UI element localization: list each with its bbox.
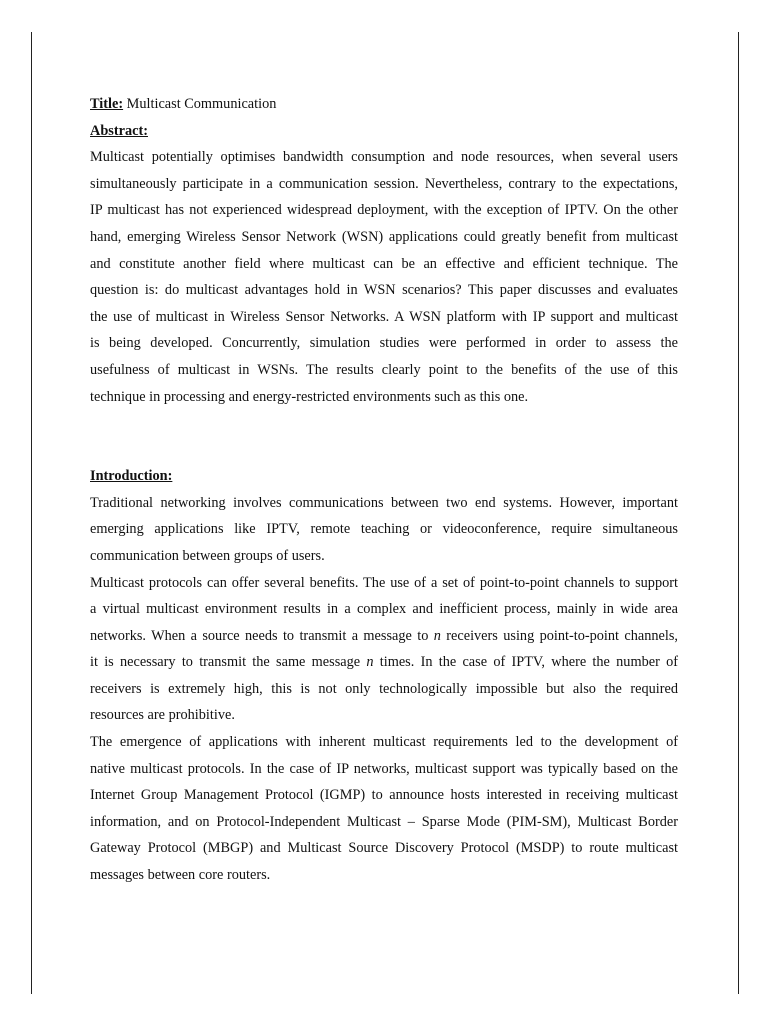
intro-line: Multicast protocols can offer several benefits. The use of a set of point-to-point channels to support bbox=[90, 574, 678, 591]
title-label: Title: bbox=[90, 96, 124, 112]
document-title: Multicast Communication bbox=[126, 96, 277, 112]
intro-line: emerging applications like IPTV, remote teaching or videoconference, require simultaneous bbox=[90, 521, 678, 538]
introduction-heading: Introduction: bbox=[90, 468, 173, 485]
text-segment: networks. When a source needs to transmit a message to bbox=[90, 627, 434, 644]
left-margin-rule bbox=[31, 32, 32, 994]
text-segment: times. In the case of IPTV, where the number of bbox=[373, 654, 678, 671]
intro-line: native multicast protocols. In the case of IP networks, multicast support was typically based on the bbox=[90, 760, 678, 777]
abstract-line: the use of multicast in Wireless Sensor Networks. A WSN platform with IP support and multicast bbox=[90, 308, 678, 325]
abstract-heading-line bbox=[90, 118, 678, 145]
right-margin-rule bbox=[738, 32, 739, 994]
abstract-line: question is: do multicast advantages hold in WSN scenarios? This paper discusses and evaluates bbox=[90, 282, 678, 299]
abstract-line: technique in processing and energy-restricted environments such as this one. bbox=[90, 388, 529, 405]
abstract-line: Multicast potentially optimises bandwidth consumption and node resources, when several users bbox=[90, 149, 678, 166]
abstract-line: simultaneously participate in a communication session. Nevertheless, contrary to the expectations, bbox=[90, 175, 678, 192]
intro-line: communication between groups of users. bbox=[90, 547, 325, 564]
intro-line: Gateway Protocol (MBGP) and Multicast Source Discovery Protocol (MSDP) to route multicast bbox=[90, 840, 678, 857]
variable-n: n bbox=[433, 627, 441, 644]
abstract-line: is being developed. Concurrently, simulation studies were performed in order to assess the bbox=[90, 335, 678, 352]
intro-line: resources are prohibitive. bbox=[90, 707, 235, 724]
abstract-line: usefulness of multicast in WSNs. The results clearly point to the benefits of the use of this bbox=[90, 361, 678, 378]
intro-heading-line bbox=[90, 463, 678, 490]
intro-paragraph-3 bbox=[90, 729, 678, 889]
abstract-line: IP multicast has not experienced widespread deployment, with the exception of IPTV. On the other bbox=[90, 202, 678, 219]
text-segment: receivers using point-to-point channels, bbox=[440, 627, 678, 644]
intro-line: Internet Group Management Protocol (IGMP) to announce hosts interested in receiving multicast bbox=[90, 787, 678, 804]
section-gap bbox=[90, 410, 678, 463]
title-line bbox=[90, 91, 678, 118]
intro-paragraph-1 bbox=[90, 490, 678, 570]
variable-n: n bbox=[366, 654, 374, 671]
intro-line: a virtual multicast environment results in a complex and inefficient process, mainly in wide area bbox=[90, 601, 678, 618]
abstract-line: hand, emerging Wireless Sensor Network (WSN) applications could greatly benefit from multicast bbox=[90, 228, 678, 245]
intro-line: information, and on Protocol-Independent Multicast – Sparse Mode (PIM-SM), Multicast Border bbox=[90, 813, 678, 830]
intro-line: The emergence of applications with inherent multicast requirements led to the development of bbox=[90, 734, 678, 751]
intro-paragraph-2 bbox=[90, 570, 678, 730]
text-segment: it is necessary to transmit the same message bbox=[90, 654, 367, 671]
intro-line: Traditional networking involves communications between two end systems. However, important bbox=[90, 494, 678, 511]
intro-line bbox=[90, 649, 678, 676]
abstract-heading: Abstract: bbox=[90, 122, 148, 139]
intro-line: messages between core routers. bbox=[90, 867, 271, 884]
intro-line: receivers is extremely high, this is not only technologically impossible but also the required bbox=[90, 680, 678, 697]
intro-line bbox=[90, 623, 678, 650]
document-body bbox=[90, 91, 678, 889]
abstract-line: and constitute another field where multicast can be an effective and efficient technique. The bbox=[90, 255, 678, 272]
abstract-paragraph bbox=[90, 144, 678, 410]
